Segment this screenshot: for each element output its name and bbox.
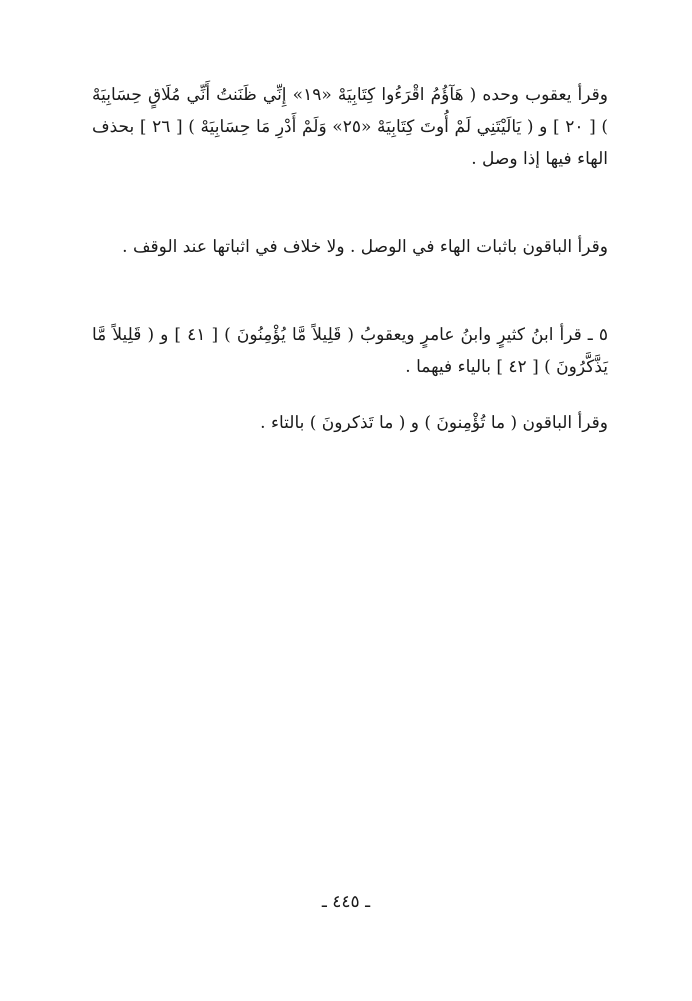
paragraph-item-5-ya-reading: ٥ ـ قرأ ابنُ كثيرٍ وابنُ عامرٍ ويعقوبُ ( قَلِيلاً مَّا يُؤْمِنُونَ ) [ ٤١ ] و ( قَلِيلاً مَّا يَذَّكَّرُونَ ) [ ٤٢ ] بالياء فيهما . [92, 325, 608, 377]
page-number: ـ ٤٤٥ ـ [321, 892, 371, 912]
paragraph-yaqub-ha-deletion: وقرأ يعقوب وحده ( هَآؤُمُ اقْرَءُوا كِتَابِيَهْ «١٩» إِنِّي ظَنَنتُ أَنِّي مُلَاقٍ حِسَابِيَهْ ) [ ٢٠ ] و ( يَالَيْتَنِي لَمْ أُوتَ كِتَابِيَهْ «٢٥» وَلَمْ أَدْرِ مَا حِسَابِيَهْ ) [ ٢٦ ] بحذف الهاء فيها إذا وصل . [92, 85, 608, 169]
paragraph-remaining-readers-ha: وقرأ الباقون باثبات الهاء في الوصل . ولا خلاف في اثباتها عند الوقف . [122, 237, 608, 257]
paragraph-remaining-readers-ta: وقرأ الباقون ( ما تُؤْمِنونَ ) و ( ما تَذكرونَ ) بالتاء . [260, 413, 608, 433]
